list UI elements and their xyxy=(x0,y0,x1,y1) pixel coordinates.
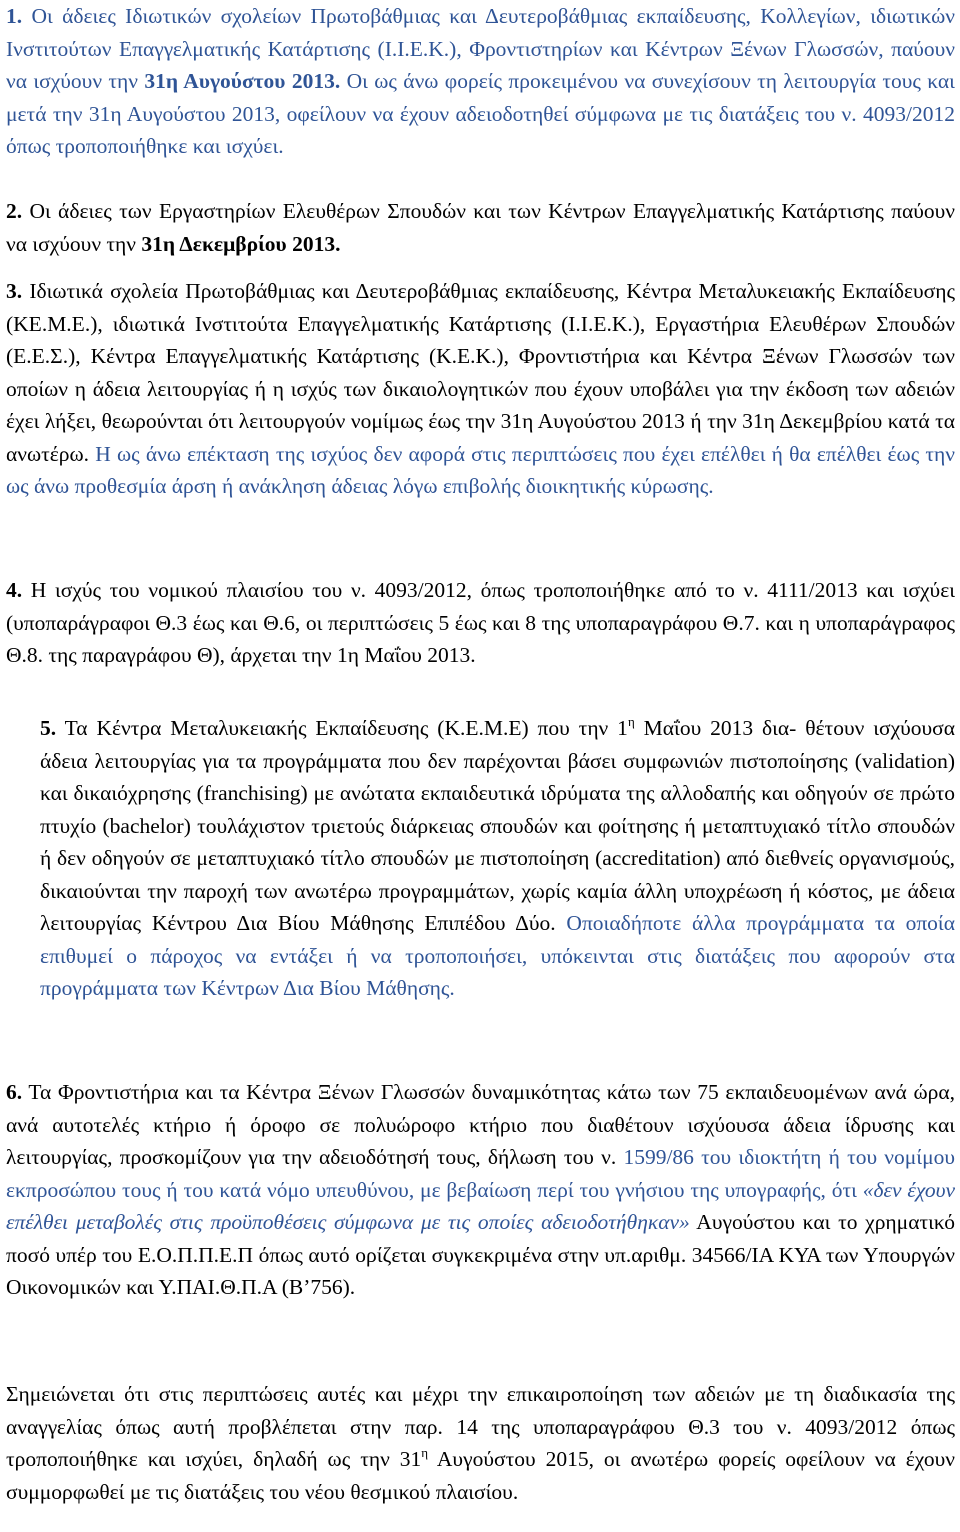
paragraph-7 xyxy=(6,1378,955,1508)
paragraph-number: 1. xyxy=(6,4,23,28)
paragraph-number: 6. xyxy=(6,1080,23,1104)
paragraph-text: Οι άδειες των Εργαστηρίων Ελευθέρων Σπουδών και των Κέντρων Επαγγελματικής Κατάρτισης παύουν να ισχύουν την xyxy=(6,199,955,256)
paragraph-1 xyxy=(6,0,955,163)
paragraph-3 xyxy=(6,275,955,503)
paragraph-5 xyxy=(40,712,955,1005)
paragraph-text: Οποιαδήποτε άλλα προγράμματα τα οποία επιθυμεί ο πάροχος να εντάξει ή να τροποποιήσει, υπόκεινται στις διατάξεις που αφορούν στα προγράμματα των Κέντρων Δια Βίου Μάθησης. xyxy=(40,911,955,1000)
paragraph-text: Τα Φροντιστήρια και τα Κέντρα Ξένων Γλωσσών δυναμικότητας κάτω των 75 εκπαιδευομένων ανά ώρα, ανά αυτοτελές κτήριο ή όροφο σε πολυώροφο κτήριο που διαθέτουν ισχύουσα άδεια ίδρυσης και λειτουργίας, προσκομίζουν για την αδειοδότησή τους, δήλωση του ν. xyxy=(6,1080,955,1169)
quoted-declaration: «δεν έχουν επέλθει μεταβολές στις προϋποθέσεις σύμφωνα με τις οποίες αδειοδοτήθηκαν» xyxy=(6,1177,956,1234)
superscript: η xyxy=(421,1445,429,1460)
paragraph-text: Σημειώνεται ότι στις περιπτώσεις αυτές και μέχρι την επικαιροποίηση των αδειών με τη διαδικασία της αναγγελίας όπως αυτή προβλέπεται στην παρ. 14 της υποπαραγράφου Θ.3 του ν. 4093/2012 όπως τροποποιήθηκε και ισχύει, δηλαδή ως την 31 xyxy=(6,1382,955,1471)
paragraph-text: Ιδιωτικά σχολεία Πρωτοβάθμιας και Δευτεροβάθμιας εκπαίδευσης, Κέντρα Μεταλυκειακής Εκπαίδευσης (ΚΕ.Μ.Ε.), ιδιωτικά Ινστιτούτα Επαγγελματικής Κατάρτισης (Ι.Ι.Ε.Κ.), Εργαστήρια Ελευθέρων Σπουδών (Ε.Ε.Σ.), Κέντρα Επαγγελματικής Κατάρτισης (Κ.Ε.Κ.), Φροντιστήρια και Κέντρα Ξένων Γλωσσών των οποίων η άδεια λειτουργίας ή η ισχύς των δικαιολογητικών που έχουν υποβάλει για την έκδοση των αδειών έχει λήξει, θεωρούνται ότι λειτουργούν νομίμως έως την 31η Αυγούστου 2013 ή την 31η Δεκεμβρίου κατά τα ανωτέρω. xyxy=(6,279,956,466)
deadline-date: 31η Αυγούστου 2013. xyxy=(144,69,341,93)
paragraph-text: 1599/86 του ιδιοκτήτη ή του νομίμου εκπροσώπου τους ή του κατά νόμο υπευθύνου, με βεβαίωση περί του γνήσιου της υπογραφής, ότι xyxy=(6,1145,956,1202)
paragraph-6 xyxy=(6,1076,955,1304)
paragraph-2 xyxy=(6,195,955,260)
paragraph-text: Η ισχύς του νομικού πλαισίου του ν. 4093/2012, όπως τροποποιήθηκε από το ν. 4111/2013 και ισχύει (υποπαράγραφοι Θ.3 έως και Θ.6, οι περιπτώσεις 5 έως και 8 της υποπαραγράφου Θ.7. και η υποπαράγραφος Θ.8. της παραγράφου Θ), άρχεται την 1η Μαΐου 2013. xyxy=(6,578,956,667)
paragraph-text: Αυγούστου 2015, οι ανωτέρω φορείς οφείλουν να έχουν συμμορφωθεί με τις διατάξεις του νέου θεσμικού πλαισίου. xyxy=(6,1447,955,1504)
paragraph-text: Μαΐου 2013 δια- θέτουν ισχύουσα άδεια λειτουργίας για τα προγράμματα που δεν παρέχονται βάσει συμφωνιών πιστοποίησης (validation) και δικαιόχρησης (franchising) με ανώτατα εκπαιδευτικά ιδρύματα της αλλοδαπής και οδηγούν σε πρώτο πτυχίο (bachelor) τουλάχιστον τριετούς διάρκειας σπουδών και φοίτησης ή μεταπτυχιακό τίτλο σπουδών ή δεν οδηγούν σε μεταπτυχιακό τίτλο σπουδών με πιστοποίηση (accreditation) από διεθνείς οργανισμούς, δικαιούνται την παροχή των ανωτέρω προγραμμάτων, χωρίς καμία άλλη υποχρέωση ή κόστος, με άδεια λειτουργίας Κέντρου Δια Βίου Μάθησης Επιπέδου Δύο. xyxy=(40,716,956,935)
paragraph-number: 5. xyxy=(40,716,57,740)
paragraph-text: Η ως άνω επέκταση της ισχύος δεν αφορά στις περιπτώσεις που έχει επέλθει ή θα επέλθει έως την ως άνω προθεσμία άρση ή ανάκληση άδειας λόγω επιβολής διοικητικής κύρωσης. xyxy=(6,441,956,498)
paragraph-number: 4. xyxy=(6,578,23,602)
paragraph-4 xyxy=(6,574,955,672)
paragraph-number: 2. xyxy=(6,199,23,223)
paragraph-text: Τα Κέντρα Μεταλυκειακής Εκπαίδευσης (Κ.Ε.Μ.Ε) που την 1 xyxy=(64,716,628,740)
paragraph-text: Οι άδειες Ιδιωτικών σχολείων Πρωτοβάθμιας και Δευτεροβάθμιας εκπαίδευσης, Κολλεγίων, ιδιωτικών Ινστιτούτων Επαγγελματικής Κατάρτισης (Ι.Ι.Ε.Κ.), Φροντιστηρίων και Κέντρων Ξένων Γλωσσών, παύουν να ισχύουν την xyxy=(6,4,956,93)
paragraph-number: 3. xyxy=(6,279,23,303)
paragraph-text: Αυγούστου και το χρηματικό ποσό υπέρ του Ε.Ο.Π.Π.Ε.Π όπως αυτό ορίζεται συγκεκριμένα στην υπ.αριθμ. 34566/ΙΑ ΚΥΑ των Υπουργών Οικονομικών και Υ.ΠΑΙ.Θ.Π.Α (Β’756). xyxy=(6,1210,955,1299)
superscript: η xyxy=(627,714,635,729)
deadline-date: 31η Δεκεμβρίου 2013. xyxy=(141,231,341,256)
paragraph-text: Οι ως άνω φορείς προκειμένου να συνεχίσουν τη λειτουργία τους και μετά την 31η Αυγούστου 2013, οφείλουν να έχουν αδειοδοτηθεί σύμφωνα με τις διατάξεις του ν. 4093/2012 όπως τροποποιήθηκε και ισχύει. xyxy=(6,69,955,158)
